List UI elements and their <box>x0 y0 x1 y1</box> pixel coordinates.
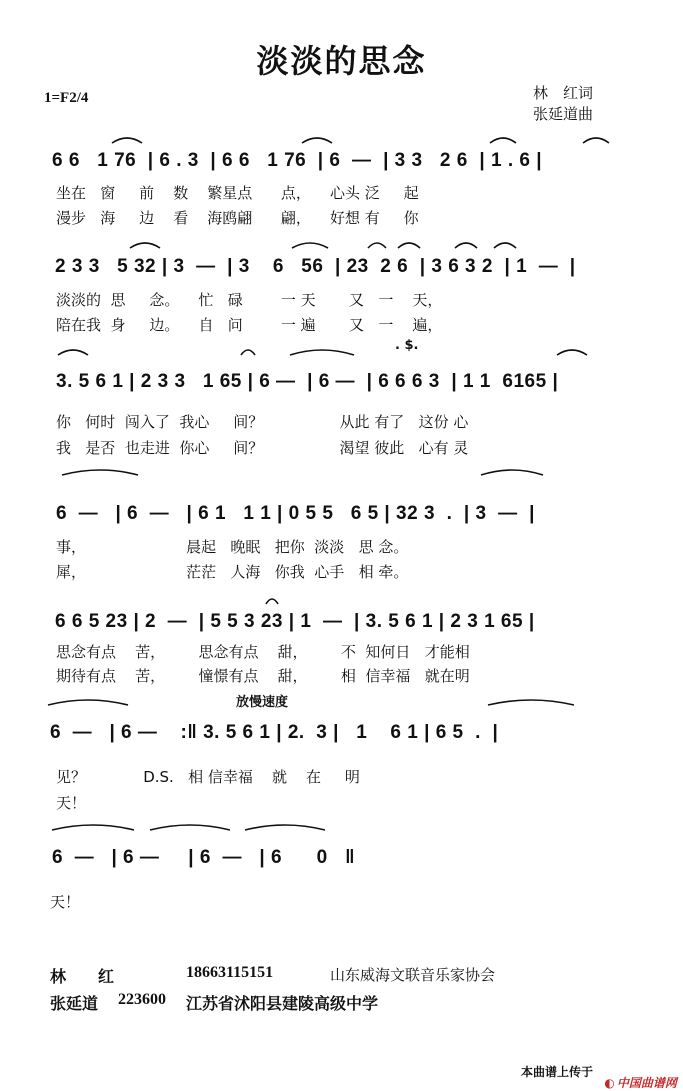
tempo-marking: 放慢速度 <box>236 695 289 710</box>
footer-lyricist-phone: 18663115151 <box>186 964 274 981</box>
slur <box>48 700 128 705</box>
upload-source-text: 本曲谱上传于 <box>520 1065 593 1079</box>
lyric-row-5-verse-2: 期待有点 苦， 憧憬有点 甜， 相 信幸福 就在明 <box>56 667 470 685</box>
footer-lyricist-org: 山东威海文联音乐家协会 <box>330 966 496 984</box>
slur <box>52 825 134 830</box>
key-signature: 1=F2/4 <box>44 90 89 106</box>
footer-composer-name: 张延道 <box>50 996 99 1013</box>
song-title: 淡淡的思念 <box>256 42 427 80</box>
lyric-row-3-verse-1: 你 何时 闯入了 我心 间？ 从此 有了 这份 心 <box>56 413 469 431</box>
slur <box>245 825 325 830</box>
notation-row-1: 6 6 1 76 | 6 . 3 | 6 6 1 76 | 6 — | 3 3 2 6 | 1 . 6 | <box>52 150 543 171</box>
lyric-row-6-verse-1: 见？ D.S. 相 信幸福 就 在 明 <box>56 768 360 786</box>
slur <box>398 243 420 248</box>
lyric-row-1-verse-2: 漫步 海 边 看 海鸥翩 翩， 好想 有 你 <box>56 209 419 227</box>
slur <box>241 350 255 355</box>
lyric-row-6-verse-2: 天！ <box>56 794 87 812</box>
lyric-row-4-verse-1: 事， 晨起 晚眠 把你 淡淡 思 念。 <box>56 538 409 556</box>
slur <box>481 470 543 475</box>
slur <box>488 700 574 705</box>
slur <box>557 350 587 355</box>
segno-mark: . $. <box>395 338 419 353</box>
footer-composer-org: 江苏省沭阳县建陵高级中学 <box>186 996 379 1013</box>
lyricist-credit: 林 红词 <box>533 84 594 102</box>
slur <box>490 138 516 143</box>
lyric-row-3-verse-2: 我 是否 也走进 你心 间？ 渴望 彼此 心有 灵 <box>56 439 469 457</box>
slur <box>368 243 386 248</box>
slur <box>455 243 477 248</box>
footer-lyricist-name: 林 红 <box>50 969 115 986</box>
lyric-row-1-verse-1: 坐在 窗 前 数 繁星点 点， 心头 泛 起 <box>56 184 419 202</box>
notation-row-3: 3. 5 6 1 | 2 3 3 1 65 | 6 — | 6 — | 6 6 6 3 | 1 1 6165 | <box>56 371 559 392</box>
lyric-row-7-verse-1: 天！ <box>50 893 81 911</box>
footer-composer-postcode: 223600 <box>118 991 166 1008</box>
composer-credit: 张延道曲 <box>533 105 594 123</box>
slur <box>130 243 160 248</box>
slur <box>290 350 354 355</box>
site-logo[interactable] <box>596 1060 677 1090</box>
site-logo-icon: ◐ <box>604 1076 615 1090</box>
slur <box>62 470 138 475</box>
lyric-row-4-verse-2: 犀， 茫茫 人海 你我 心手 相 牵。 <box>56 563 409 581</box>
notation-row-2: 2 3 3 5 32 | 3 — | 3 6 56 | 23 2 6 | 3 6 3 2 | 1 — | <box>55 256 576 277</box>
lyric-row-2-verse-2: 陪在我 身 边。 自 问 一 遍 又 一 遍， <box>56 316 443 334</box>
slur <box>150 825 230 830</box>
slur <box>266 599 278 604</box>
notation-row-4: 6 — | 6 — | 6 1 1 1 | 0 5 5 6 5 | 32 3 . | 3 — | <box>56 503 535 524</box>
slur <box>58 350 88 355</box>
slur <box>494 243 516 248</box>
slur <box>292 243 328 248</box>
lyric-row-5-verse-1: 思念有点 苦， 思念有点 甜， 不 知何日 才能相 <box>56 643 470 661</box>
notation-row-6: 6 — | 6 — :‖ 3. 5 6 1 | 2. 3 | 1 6 1 | 6 5 . | <box>50 722 499 743</box>
site-logo-text: 中国曲谱网 <box>616 1076 677 1090</box>
notation-row-7: 6 — | 6 — | 6 — | 6 0 ‖ <box>52 847 356 868</box>
notation-row-5: 6 6 5 23 | 2 — | 5 5 3 23 | 1 — | 3. 5 6 1 | 2 3 1 65 | <box>55 611 535 632</box>
slur <box>302 138 332 143</box>
slur <box>583 138 609 143</box>
lyric-row-2-verse-1: 淡淡的 思 念。 忙 碌 一 天 又 一 天， <box>56 291 443 309</box>
slur <box>112 138 142 143</box>
